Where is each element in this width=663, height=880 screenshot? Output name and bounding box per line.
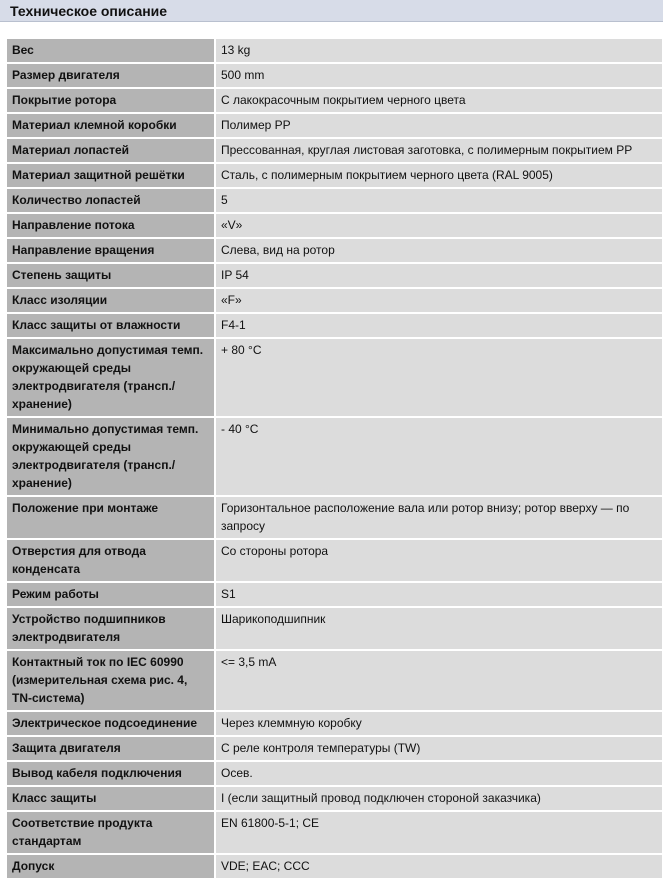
table-row	[7, 113, 662, 138]
table-row	[7, 288, 662, 313]
table-row	[7, 786, 662, 811]
spec-value: Через клеммную коробку	[215, 711, 662, 736]
spec-value: IP 54	[215, 263, 662, 288]
spec-value: Шарикоподшипник	[215, 607, 662, 650]
spec-label: Режим работы	[7, 582, 215, 607]
spec-label: Защита двигателя	[7, 736, 215, 761]
spec-value: Слева, вид на ротор	[215, 238, 662, 263]
table-row	[7, 736, 662, 761]
spec-value: - 40 °C	[215, 417, 662, 496]
spec-value: I (если защитный провод подключен стороной заказчика)	[215, 786, 662, 811]
table-row	[7, 39, 662, 63]
table-row	[7, 88, 662, 113]
spec-value: С лакокрасочным покрытием черного цвета	[215, 88, 662, 113]
spec-label: Устройство подшипников электродвигателя	[7, 607, 215, 650]
spec-value: «V»	[215, 213, 662, 238]
spec-value: 13 kg	[215, 39, 662, 63]
spec-value: S1	[215, 582, 662, 607]
table-row	[7, 163, 662, 188]
table-row	[7, 761, 662, 786]
spec-label: Класс защиты	[7, 786, 215, 811]
section-title: Техническое описание	[0, 0, 663, 22]
spec-value: Полимер PP	[215, 113, 662, 138]
table-row	[7, 63, 662, 88]
spec-label: Электрическое подсоединение	[7, 711, 215, 736]
section-gap	[0, 22, 663, 39]
spec-label: Контактный ток по IEC 60990 (измерительная схема рис. 4, TN-система)	[7, 650, 215, 711]
spec-value: Сталь, с полимерным покрытием черного цвета (RAL 9005)	[215, 163, 662, 188]
spec-value: EN 61800-5-1; CE	[215, 811, 662, 854]
table-row	[7, 854, 662, 879]
spec-value: <= 3,5 mA	[215, 650, 662, 711]
spec-label: Минимально допустимая темп. окружающей среды электродвигателя (трансп./ хранение)	[7, 417, 215, 496]
spec-value: Осев.	[215, 761, 662, 786]
spec-value: С реле контроля температуры (TW)	[215, 736, 662, 761]
table-row	[7, 711, 662, 736]
table-row	[7, 138, 662, 163]
spec-value: Горизонтальное расположение вала или ротор внизу; ротор вверху — по запросу	[215, 496, 662, 539]
table-row	[7, 607, 662, 650]
table-row	[7, 313, 662, 338]
specs-table	[7, 39, 662, 880]
spec-label: Положение при монтаже	[7, 496, 215, 539]
table-row	[7, 213, 662, 238]
spec-label: Класс изоляции	[7, 288, 215, 313]
spec-label: Количество лопастей	[7, 188, 215, 213]
table-row	[7, 338, 662, 417]
table-row	[7, 496, 662, 539]
spec-label: Размер двигателя	[7, 63, 215, 88]
spec-value: Прессованная, круглая листовая заготовка, с полимерным покрытием PP	[215, 138, 662, 163]
spec-label: Покрытие ротора	[7, 88, 215, 113]
spec-label: Степень защиты	[7, 263, 215, 288]
spec-value: 500 mm	[215, 63, 662, 88]
table-row	[7, 188, 662, 213]
table-row	[7, 582, 662, 607]
spec-label: Материал клемной коробки	[7, 113, 215, 138]
spec-value: «F»	[215, 288, 662, 313]
spec-label: Максимально допустимая темп. окружающей среды электродвигателя (трансп./ хранение)	[7, 338, 215, 417]
spec-value: Со стороны ротора	[215, 539, 662, 582]
spec-label: Вес	[7, 39, 215, 63]
table-row	[7, 650, 662, 711]
spec-value: 5	[215, 188, 662, 213]
spec-label: Вывод кабеля подключения	[7, 761, 215, 786]
spec-value: VDE; EAC; CCC	[215, 854, 662, 879]
spec-label: Соответствие продукта стандартам	[7, 811, 215, 854]
table-row	[7, 263, 662, 288]
spec-label: Материал защитной решётки	[7, 163, 215, 188]
table-row	[7, 417, 662, 496]
spec-label: Отверстия для отвода конденсата	[7, 539, 215, 582]
table-row	[7, 238, 662, 263]
spec-value: + 80 °C	[215, 338, 662, 417]
spec-label: Направление вращения	[7, 238, 215, 263]
spec-value: F4-1	[215, 313, 662, 338]
table-row	[7, 539, 662, 582]
table-row	[7, 811, 662, 854]
spec-label: Класс защиты от влажности	[7, 313, 215, 338]
spec-label: Материал лопастей	[7, 138, 215, 163]
spec-label: Допуск	[7, 854, 215, 879]
spec-label: Направление потока	[7, 213, 215, 238]
